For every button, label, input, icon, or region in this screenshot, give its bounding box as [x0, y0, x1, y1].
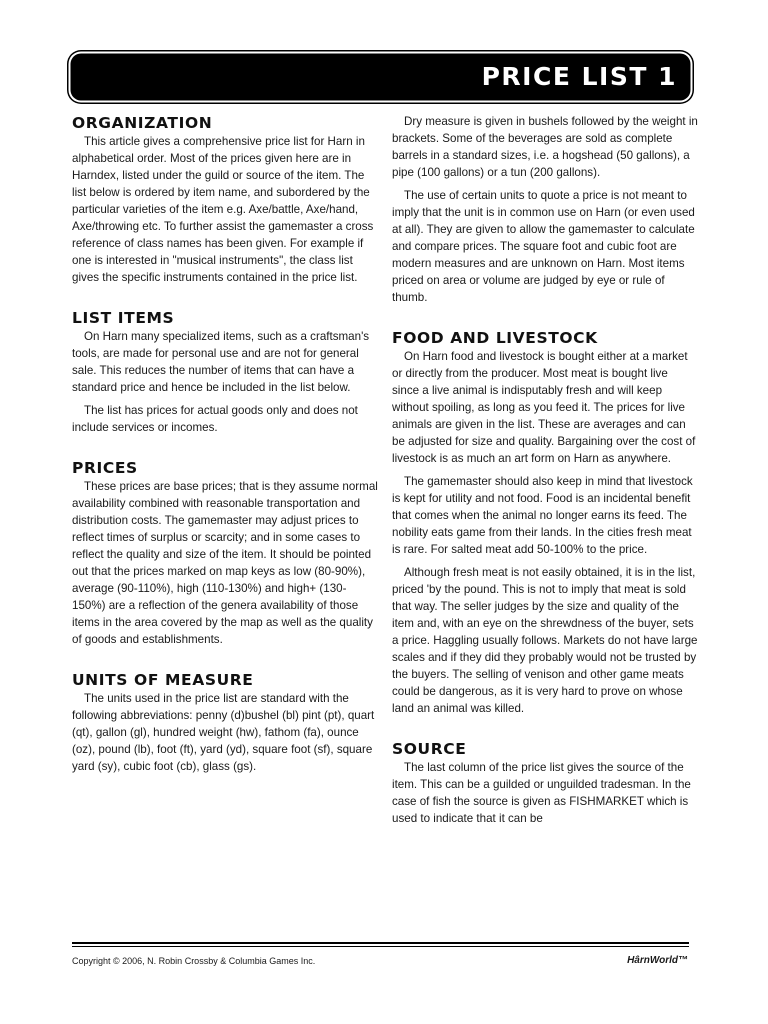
page-title: PRICE LIST 1	[481, 62, 677, 91]
paragraph: The last column of the price list gives the source of the item. This can be a guilded or unguilded tradesman. In the case of fish the source is given as FISHMARKET which is used to indicate that it can be	[392, 761, 691, 825]
paragraph: These prices are base prices; that is they assume normal availability combined with reasonable transportation and distribution costs. The gamemaster may adjust prices to reflect times of surplus or scarcity; and in some cases to reflect the quality and size of the item. It should be pointed out that the prices marked on map keys as low (80-90%), average (90-110%), high (110-130%) and high+ (130-150%) are a reflection of the genera availability of those items in the area covered by the map as well as the quality of goods and establishments.	[72, 480, 378, 646]
paragraph: On Harn many specialized items, such as a craftsman's tools, are made for personal use and are not for general sale. This reduces the number of items that can have a standard price and hence be included in the list below.	[72, 330, 370, 394]
left-column	[72, 113, 378, 788]
footer-divider-thin	[72, 946, 689, 947]
section-heading: UNITS OF MEASURE	[72, 671, 254, 689]
title-banner	[72, 55, 689, 99]
section-food	[392, 328, 698, 717]
section-heading: FOOD AND LIVESTOCK	[392, 329, 598, 347]
section-heading: PRICES	[72, 459, 138, 477]
right-column	[392, 113, 698, 840]
section-measure-intro	[392, 113, 698, 306]
section-heading: ORGANIZATION	[72, 114, 213, 132]
paragraph: The use of certain units to quote a price is not meant to imply that the unit is in common use on Harn (or even used at all). They are given to allow the gamemaster to calculate and compare prices. The square foot and cubic foot are modern measures and are unknown on Harn. Most items priced on area or volume are judged by eye or rule of thumb.	[392, 189, 695, 304]
section-source	[392, 739, 698, 827]
copyright-notice: Copyright © 2006, N. Robin Crossby & Columbia Games Inc.	[72, 956, 316, 966]
paragraph: On Harn food and livestock is bought either at a market or directly from the producer. Most meat is bought live since a live animal is indisputably fresh and will keep without spoiling, as long as you feed it. The prices for live animals are given in the list. These are averages and can be adjusted for size and quality. Bargaining over the cost of livestock is as much an art form on Harn as anywhere.	[392, 350, 696, 465]
paragraph: Dry measure is given in bushels followed by the weight in brackets. Some of the beverages are sold as complete barrels in a standard sizes, i.e. a hogshead (50 gallons), a pipe (100 gallons) or a tun (200 gallons).	[392, 115, 698, 179]
paragraph: This article gives a comprehensive price list for Harn in alphabetical order. Most of the prices given here are in Harndex, listed under the guild or source of the item. The list below is ordered by item name, and subordered by the particular varieties of the item e.g. Axe/battle, Axe/hand, Axe/throwing etc. To further assist the gamemaster a cross reference of class names has been given. For example if one is interested in "musical instruments", the class list gives the specific instruments contained in the price list.	[72, 135, 374, 284]
section-organization	[72, 113, 378, 286]
section-prices	[72, 458, 378, 648]
section-heading: SOURCE	[392, 740, 467, 758]
paragraph: Although fresh meat is not easily obtained, it is in the list, priced 'by the pound. This is not to imply that meat is sold that way. The seller judges by the size and quality of the item and, with an eye on the shrewdness of the buyer, sets a price. Haggling usually follows. Markets do not have large scales and if they did they probably would not be trusted by the buyers. The selling of venison and other game meats could be dangerous, as it is very hard to prove on whose land an animal was killed.	[392, 566, 698, 715]
paragraph: The gamemaster should also keep in mind that livestock is kept for utility and not food. Food is an incidental benefit that comes when the animal no longer earns its feed. The nobility eats game from their lands. In the cities fresh meat is rare. For salted meat add 50-100% to the price.	[392, 475, 693, 556]
footer-divider	[72, 942, 689, 944]
paragraph: The units used in the price list are standard with the following abbreviations: penny (d)bushel (bl) pint (pt), quart (qt), gallon (gl), hundred weight (hw), fathom (fa), ounce (oz), pound (lb), foot (ft), yard (yd), square foot (sf), square yard (sy), cubic foot (cb), glass (gs).	[72, 692, 375, 773]
paragraph: The list has prices for actual goods only and does not include services or incomes.	[72, 404, 358, 434]
brand-logo: HârnWorld™	[627, 955, 688, 966]
section-heading: LIST ITEMS	[72, 309, 175, 327]
section-units	[72, 670, 378, 775]
section-list-items	[72, 308, 378, 436]
